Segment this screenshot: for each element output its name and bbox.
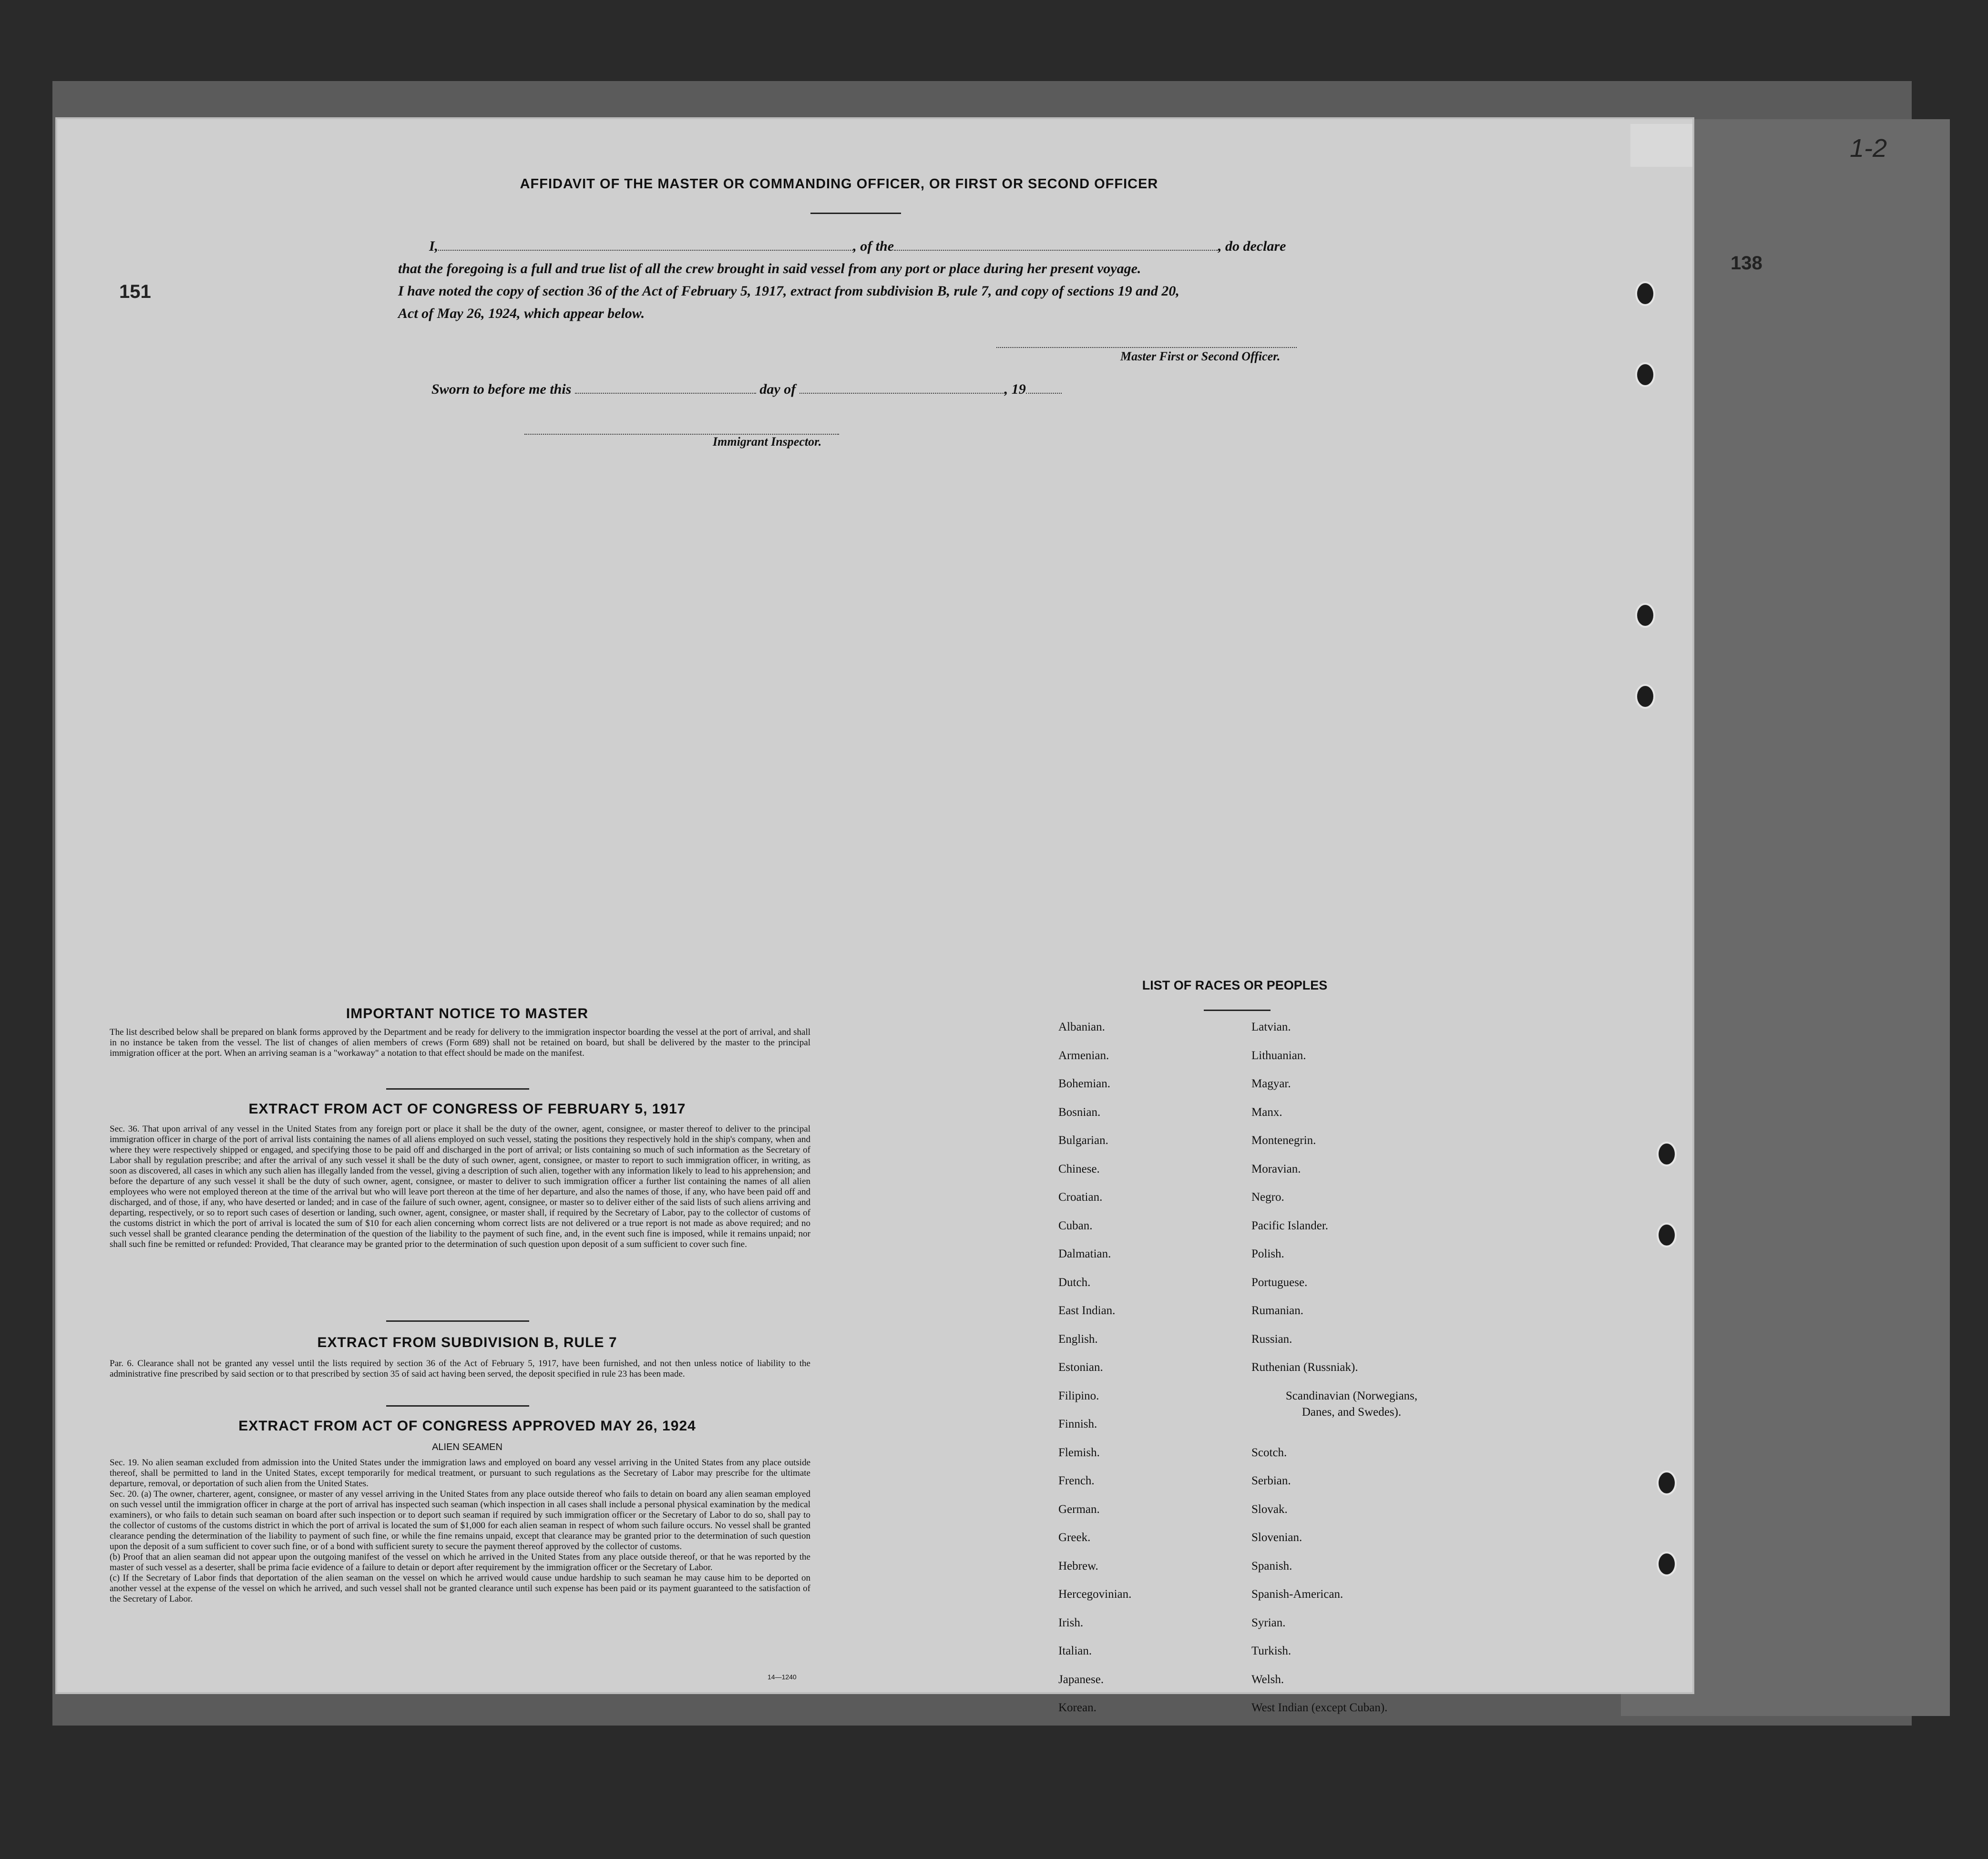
race-item: Spanish. [1251, 1559, 1292, 1573]
race-item: Polish. [1251, 1247, 1284, 1260]
sworn-date-field[interactable] [575, 393, 756, 394]
races-left-column [1058, 1019, 1131, 1728]
affidavit-line-2: that the foregoing is a full and true list of all the crew brought in said vessel from any port or place during her present voyage. [398, 261, 1141, 276]
binder-hole [1635, 684, 1655, 709]
binder-hole [1635, 603, 1655, 628]
section-19-text: Sec. 19. No alien seaman excluded from admission into the United States under the immigration laws and employed on board any vessel arriving in the United States from any place outside thereof, shall be permitted to land in the United States, except temporarily for medical treatment, or pursuant to such regulations as the Secretary of Labor may prescribe for the ultimate departure, removal, or deportation of such alien from the United States. [110, 1458, 810, 1489]
race-item: Italian. [1058, 1644, 1092, 1657]
race-item: Serbian. [1251, 1474, 1291, 1487]
race-item: Bohemian. [1058, 1077, 1111, 1090]
section-20c-text: (c) If the Secretary of Labor finds that deportation of the alien seaman on the vessel on which he arrived would cause undue hardship to such seaman he may cause him to be deported on another vessel at the expense of the vessel on which he arrived, and such vessel shall not be granted clearance until such expense has been paid or its payment guaranteed to the satisfaction of the Secretary of Labor. [110, 1573, 810, 1604]
binder-hole [1657, 1142, 1677, 1166]
race-item: Hebrew. [1058, 1559, 1098, 1573]
binder-hole [1635, 362, 1655, 387]
sworn-year-field[interactable] [1026, 393, 1062, 394]
races-title: LIST OF RACES OR PEOPLES [1142, 978, 1328, 992]
race-item: Flemish. [1058, 1446, 1100, 1459]
race-item: Croatian. [1058, 1191, 1103, 1204]
race-item: English. [1058, 1332, 1098, 1346]
race-item: Estonian. [1058, 1361, 1103, 1374]
race-item: Cuban. [1058, 1219, 1093, 1232]
binder-hole [1657, 1471, 1677, 1495]
notice-text: The list described below shall be prepared on blank forms approved by the Department and be ready for delivery to the immigration inspector boarding the vessel at the port of arrival, and shall in no instance be taken from the vessel. The list of changes of alien members of crews (Form 689) shall not be retained on board, but shall be delivered by the master to the principal immigration officer at the port. When an arriving seaman is a "workaway" a notation to that effect should be made on the manifest. [110, 1027, 810, 1058]
race-item: Dalmatian. [1058, 1247, 1111, 1260]
race-item: West Indian (except Cuban). [1251, 1701, 1388, 1714]
sworn-month-field[interactable] [799, 393, 1004, 394]
extract-1924-title: EXTRACT FROM ACT OF CONGRESS APPROVED MAY 26, 1924 [238, 1418, 696, 1434]
races-right-column [1251, 1019, 1452, 1728]
race-item: Montenegrin. [1251, 1134, 1316, 1147]
section-20b-text: (b) Proof that an alien seaman did not appear upon the outgoing manifest of the vessel on which he arrived in the United States from any place outside thereof, or that he was reported by the master of such vessel as a deserter, shall be prima facie evidence of a failure to detain or deport after requirement by the immigration officer or the Secretary of Labor. [110, 1552, 810, 1573]
race-item: Lithuanian. [1251, 1049, 1306, 1062]
race-item: Portuguese. [1251, 1276, 1308, 1289]
race-item: Hercegovinian. [1058, 1588, 1132, 1601]
race-item: Magyar. [1251, 1077, 1291, 1090]
affidavit-declare: , do declare [1218, 238, 1286, 254]
race-item: Spanish-American. [1251, 1588, 1343, 1601]
race-item: Slovak. [1251, 1502, 1288, 1516]
race-item: Scotch. [1251, 1446, 1287, 1459]
race-item: Rumanian. [1251, 1304, 1304, 1317]
left-margin-number: 151 [119, 281, 151, 302]
name-field[interactable] [438, 250, 853, 251]
race-item: Greek. [1058, 1531, 1091, 1544]
sworn-day-of: day of [759, 381, 796, 397]
affidavit-of-the: , of the [853, 238, 894, 254]
extract-1924-subtitle: ALIEN SEAMEN [432, 1442, 502, 1452]
corner-handwritten-note: 1-2 [1850, 134, 1887, 163]
extract-1917-divider [386, 1320, 529, 1322]
race-item: Korean. [1058, 1701, 1096, 1714]
binder-hole [1635, 281, 1655, 306]
race-item: Finnish. [1058, 1418, 1097, 1430]
extract-1917-text: Sec. 36. That upon arrival of any vessel in the United States from any foreign port or place it shall be the duty of the owner, agent, consignee, or master thereof to deliver to the principal immigration officer in charge of the port of arrival lists containing the names of all aliens employed on such vessel, stating the positions they respectively hold in the ship's company, when and where they were respectively shipped or engaged, and specifying those to be paid off and discharged in the port of arrival; or lists containing so much of such information as the Secretary of Labor shall by regulation prescribe; and after the arrival of any such vessel it shall be the duty of such owner, agent, consignee, or master to report to such immigration officer, in writing, as soon as discovered, all cases in which any such alien has illegally landed from the vessel, giving a description of such alien, together with any information likely to lead to his apprehension; and before the departure of any such vessel it shall be the duty of such owner, agent, consignee, or master to deliver to such immigration officer a further list containing the names of all alien employees who were not employed thereon at the time of the arrival but who will leave port thereon at the time of her departure, and also the names of those, if any, who have been paid off and discharged, and of those, if any, who have deserted or landed; and in case of the failure of such owner, agent, consignee, or master so to deliver either of the said lists of such aliens arriving and departing, respectively, or so to report such cases of desertion or landing, such owner, agent, consignee, or master shall, if required by the Secretary of Labor, pay to the collector of customs of the customs district in which the port of arrival is located the sum of $10 for each alien concerning whom correct lists are not delivered or a true report is not made as above required; and no such vessel shall be granted clearance pending the determination of the question of the liability to the payment of such fine, and, in the event such fine is imposed, while it remains unpaid; nor shall such fine be remitted or refunded: Provided, That clearance may be granted prior to the determination of such question upon deposit of a sum sufficient to cover such fine. [110, 1124, 810, 1249]
race-item: Negro. [1251, 1191, 1284, 1204]
race-item: Welsh. [1251, 1673, 1284, 1686]
master-signature-line [996, 347, 1297, 348]
extract-1924-body [110, 1458, 810, 1604]
race-item: Scandinavian (Norwegians, Danes, and Swedes). [1285, 1389, 1418, 1419]
race-item: Irish. [1058, 1616, 1084, 1629]
race-item: Dutch. [1058, 1276, 1091, 1289]
race-item: Pacific Islander. [1251, 1219, 1329, 1232]
race-item: Bosnian. [1058, 1105, 1101, 1119]
affidavit-line-3: I have noted the copy of section 36 of the Act of February 5, 1917, extract from subdivision B, rule 7, and copy of sections 19 and 20, [398, 283, 1179, 299]
binder-hole [1657, 1552, 1677, 1576]
race-item: Latvian. [1251, 1021, 1291, 1033]
sworn-prefix: Sworn to before me this [431, 381, 572, 397]
sworn-year: , 19 [1004, 381, 1026, 397]
extract-1917-title: EXTRACT FROM ACT OF CONGRESS OF FEBRUARY 5, 1917 [248, 1101, 686, 1117]
race-item: Manx. [1251, 1105, 1282, 1119]
affidavit-line-4: Act of May 26, 1924, which appear below. [398, 306, 645, 321]
race-item: Chinese. [1058, 1162, 1100, 1175]
race-item: German. [1058, 1502, 1100, 1516]
race-item: Bulgarian. [1058, 1134, 1108, 1147]
race-item: Albanian. [1058, 1021, 1105, 1033]
race-item: Ruthenian (Russniak). [1251, 1361, 1358, 1374]
notice-divider [386, 1088, 529, 1090]
race-item: Turkish. [1251, 1644, 1291, 1657]
affidavit-declaration-line [429, 238, 1286, 255]
sworn-line [431, 381, 1062, 398]
subdivision-divider [386, 1405, 529, 1407]
subdivision-title: EXTRACT FROM SUBDIVISION B, RULE 7 [317, 1335, 617, 1350]
affidavit-title: AFFIDAVIT OF THE MASTER OR COMMANDING OFFICER, OR FIRST OR SECOND OFFICER [520, 176, 1158, 192]
form-number: 14—1240 [768, 1673, 797, 1681]
master-signature-label: Master First or Second Officer. [1120, 349, 1281, 363]
paper-tab [1630, 124, 1692, 167]
race-item: Slovenian. [1251, 1531, 1302, 1544]
race-item: Armenian. [1058, 1049, 1109, 1062]
race-item: Filipino. [1058, 1389, 1099, 1402]
title-divider [810, 213, 901, 214]
race-item: East Indian. [1058, 1304, 1116, 1317]
races-divider [1204, 1010, 1271, 1011]
race-item: French. [1058, 1474, 1095, 1487]
binder-hole [1657, 1223, 1677, 1247]
right-margin-number: 138 [1731, 253, 1763, 274]
vessel-field[interactable] [894, 250, 1218, 251]
subdivision-text: Par. 6. Clearance shall not be granted any vessel until the lists required by section 36 of the Act of February 5, 1917, have been furnished, and not then unless notice of liability to the administrative fine prescribed by said section or to that prescribed by section 35 of said act having been served, the deposit specified in rule 23 has been made. [110, 1358, 810, 1379]
section-20a-text: Sec. 20. (a) The owner, charterer, agent, consignee, or master of any vessel arriving in the United States from any place outside thereof who fails to detain on board any alien seaman employed on such vessel until the immigration officer in charge at the port of arrival has inspected such seaman (which inspection in all cases shall include a personal physical examination by the medical examiners), or who fails to detain such seaman on board after such inspection or to deport such seaman if required by such immigration officer or the Secretary of Labor to do so, shall pay to the collector of customs of the customs district in which the port of arrival is located the sum of $1,000 for each alien seaman in respect of whom such failure occurs. No vessel shall be granted clearance pending the determination of the liability to payment of such fine, or while the fine remains unpaid, except that clearance may be granted prior to the determination of such question upon the deposit of a sum sufficient to cover such fine, or of a bond with sufficient surety to secure the payment thereof approved by the collector of customs. [110, 1489, 810, 1552]
affidavit-i: I, [429, 238, 439, 254]
notice-title: IMPORTANT NOTICE TO MASTER [346, 1006, 589, 1021]
inspector-signature-label: Immigrant Inspector. [713, 435, 822, 449]
race-item: Russian. [1251, 1332, 1292, 1346]
race-item: Japanese. [1058, 1673, 1104, 1686]
race-item: Moravian. [1251, 1162, 1301, 1175]
race-item: Syrian. [1251, 1616, 1286, 1629]
